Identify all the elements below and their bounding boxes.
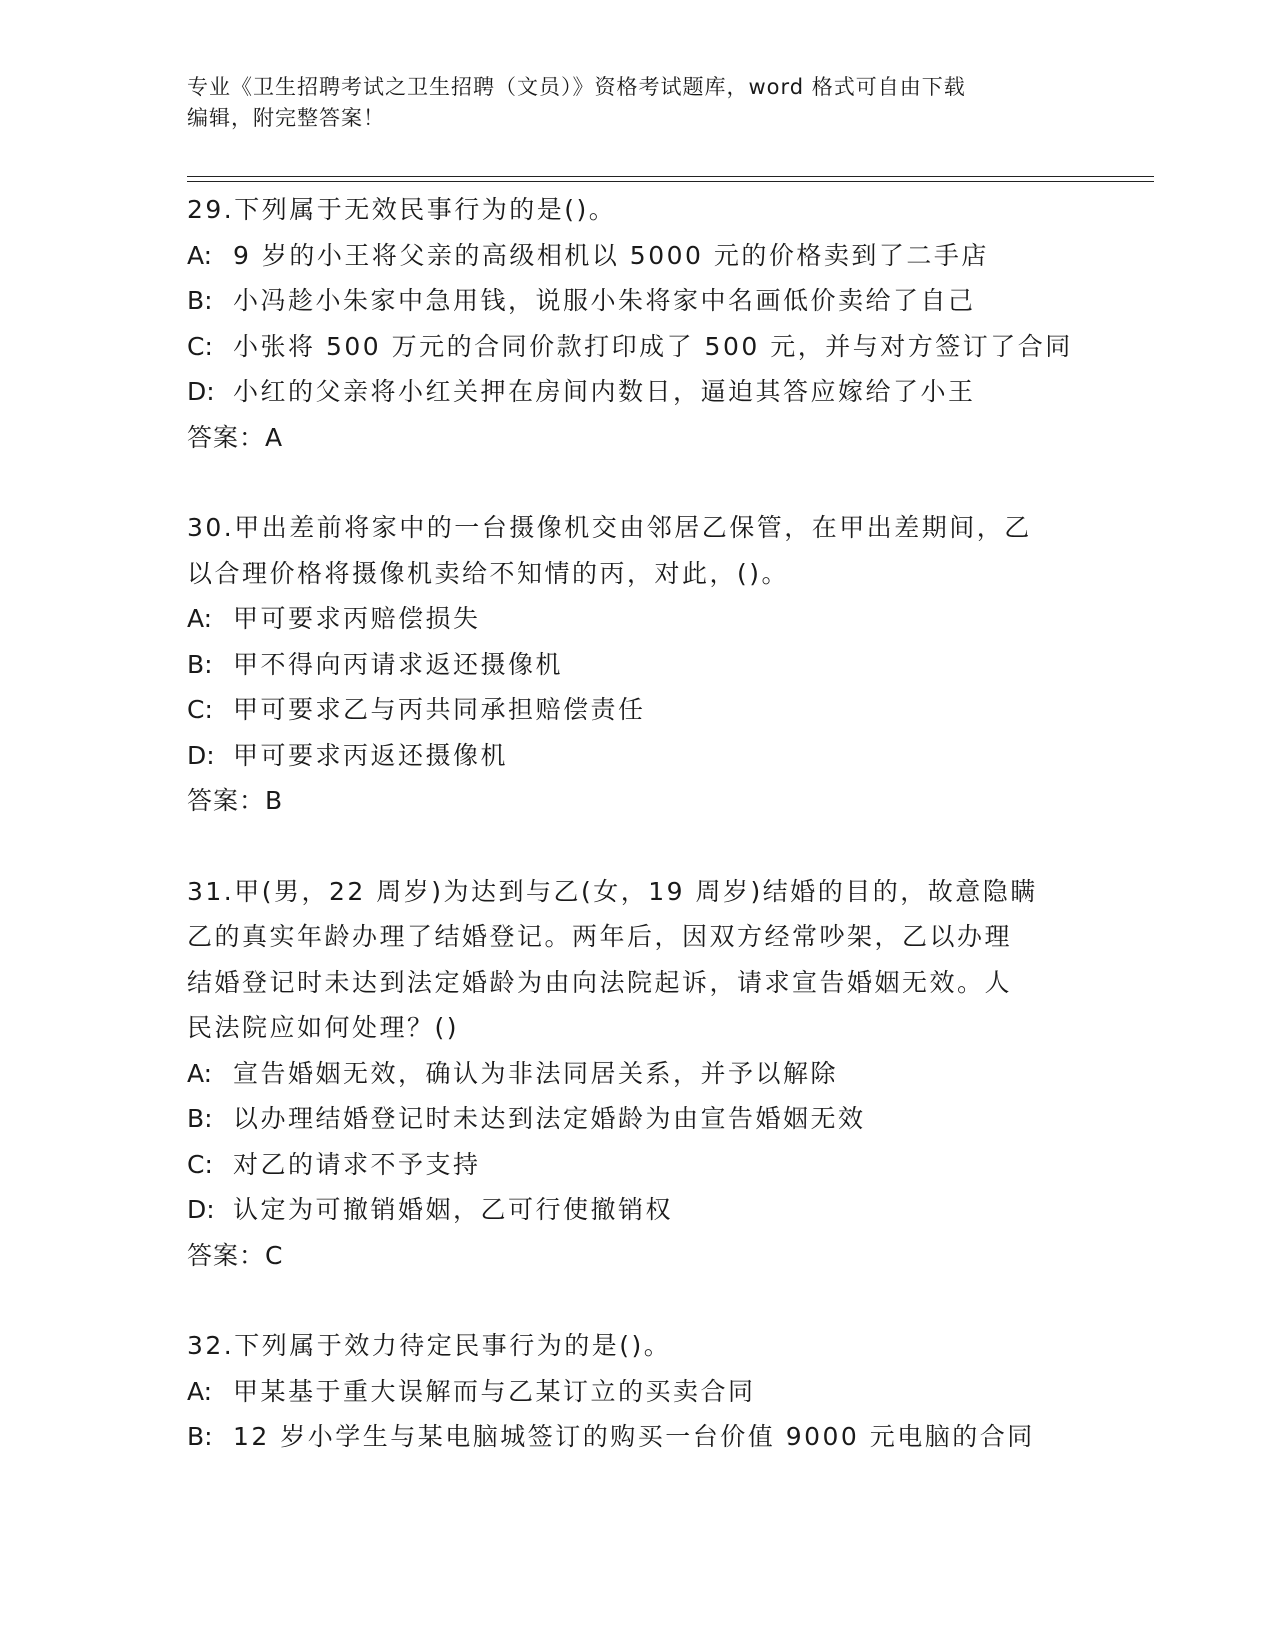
option-label: B: (187, 649, 213, 679)
header-divider-top (187, 176, 1154, 177)
answer-option (187, 733, 1147, 779)
option-label: A: (187, 604, 213, 633)
answer-option (187, 596, 1147, 642)
answer-key: 答案：C (187, 1240, 284, 1270)
question-stem-line: 31.甲(男，22 周岁)为达到与乙(女，19 周岁)结婚的目的，故意隐瞒 (187, 876, 1038, 906)
header-divider-bottom (187, 181, 1154, 182)
question-block (187, 869, 1147, 1279)
answer-option (187, 1051, 1147, 1097)
option-text: 小红的父亲将小红关押在房间内数日，逼迫其答应嫁给了小王 (233, 377, 976, 406)
option-label: A: (187, 1058, 213, 1088)
question-stem-line: 以合理价格将摄像机卖给不知情的丙，对此，()。 (187, 558, 790, 588)
answer-option (187, 1142, 1147, 1188)
question-block (187, 505, 1147, 824)
answer-option (187, 233, 1147, 279)
question-stem-line: 29.下列属于无效民事行为的是()。 (187, 195, 617, 224)
question-list (187, 187, 1147, 1460)
answer-option (187, 687, 1147, 733)
answer-option (187, 369, 1147, 415)
option-label: D: (187, 377, 215, 406)
option-text: 小张将 500 万元的合同价款打印成了 500 元，并与对方签订了合同 (233, 331, 1073, 361)
option-label: C: (187, 695, 213, 724)
answer-option (187, 1369, 1147, 1415)
header-line-2: 编辑，附完整答案！ (187, 106, 385, 130)
answer-option (187, 324, 1147, 370)
answer-option (187, 278, 1147, 324)
option-label: A: (187, 240, 213, 270)
option-label: A: (187, 1376, 213, 1406)
header-line-1: 专业《卫生招聘考试之卫生招聘（文员）》资格考试题库，word 格式可自由下载 (187, 75, 966, 99)
question-stem-line: 结婚登记时未达到法定婚龄为由向法院起诉，请求宣告婚姻无效。人 (187, 967, 1013, 997)
question-stem-line: 32.下列属于效力待定民事行为的是()。 (187, 1331, 672, 1360)
question-block (187, 187, 1147, 460)
question-stem-line: 乙的真实年龄办理了结婚登记。两年后，因双方经常吵架，乙以办理 (187, 922, 1013, 951)
option-label: B: (187, 286, 213, 315)
question-block (187, 1323, 1147, 1460)
option-label: C: (187, 1149, 213, 1179)
document-header (187, 72, 1087, 134)
option-text: 甲可要求乙与丙共同承担赔偿责任 (233, 695, 646, 724)
option-label: B: (187, 1422, 213, 1451)
answer-key: 答案：B (187, 786, 284, 815)
option-text: 小冯趁小朱家中急用钱，说服小朱将家中名画低价卖给了自己 (233, 286, 976, 315)
answer-option (187, 1187, 1147, 1233)
option-text: 甲某基于重大误解而与乙某订立的买卖合同 (233, 1376, 756, 1406)
option-label: D: (187, 740, 215, 770)
question-stem-line: 30.甲出差前将家中的一台摄像机交由邻居乙保管，在甲出差期间，乙 (187, 513, 1032, 542)
answer-option (187, 1414, 1147, 1460)
option-text: 以办理结婚登记时未达到法定婚龄为由宣告婚姻无效 (233, 1104, 866, 1133)
option-text: 9 岁的小王将父亲的高级相机以 5000 元的价格卖到了二手店 (233, 240, 989, 270)
answer-key: 答案：A (187, 422, 284, 452)
question-stem-line: 民法院应如何处理？() (187, 1013, 460, 1042)
option-text: 甲不得向丙请求返还摄像机 (233, 649, 564, 679)
option-text: 甲可要求丙返还摄像机 (233, 740, 509, 770)
option-text: 对乙的请求不予支持 (233, 1149, 481, 1179)
option-label: D: (187, 1195, 215, 1224)
option-text: 认定为可撤销婚姻，乙可行使撤销权 (233, 1195, 674, 1224)
answer-option (187, 642, 1147, 688)
option-label: B: (187, 1104, 213, 1133)
option-text: 甲可要求丙赔偿损失 (233, 604, 481, 633)
answer-option (187, 1096, 1147, 1142)
option-text: 12 岁小学生与某电脑城签订的购买一台价值 9000 元电脑的合同 (233, 1422, 1035, 1451)
option-text: 宣告婚姻无效，确认为非法同居关系，并予以解除 (233, 1058, 839, 1088)
option-label: C: (187, 331, 213, 361)
